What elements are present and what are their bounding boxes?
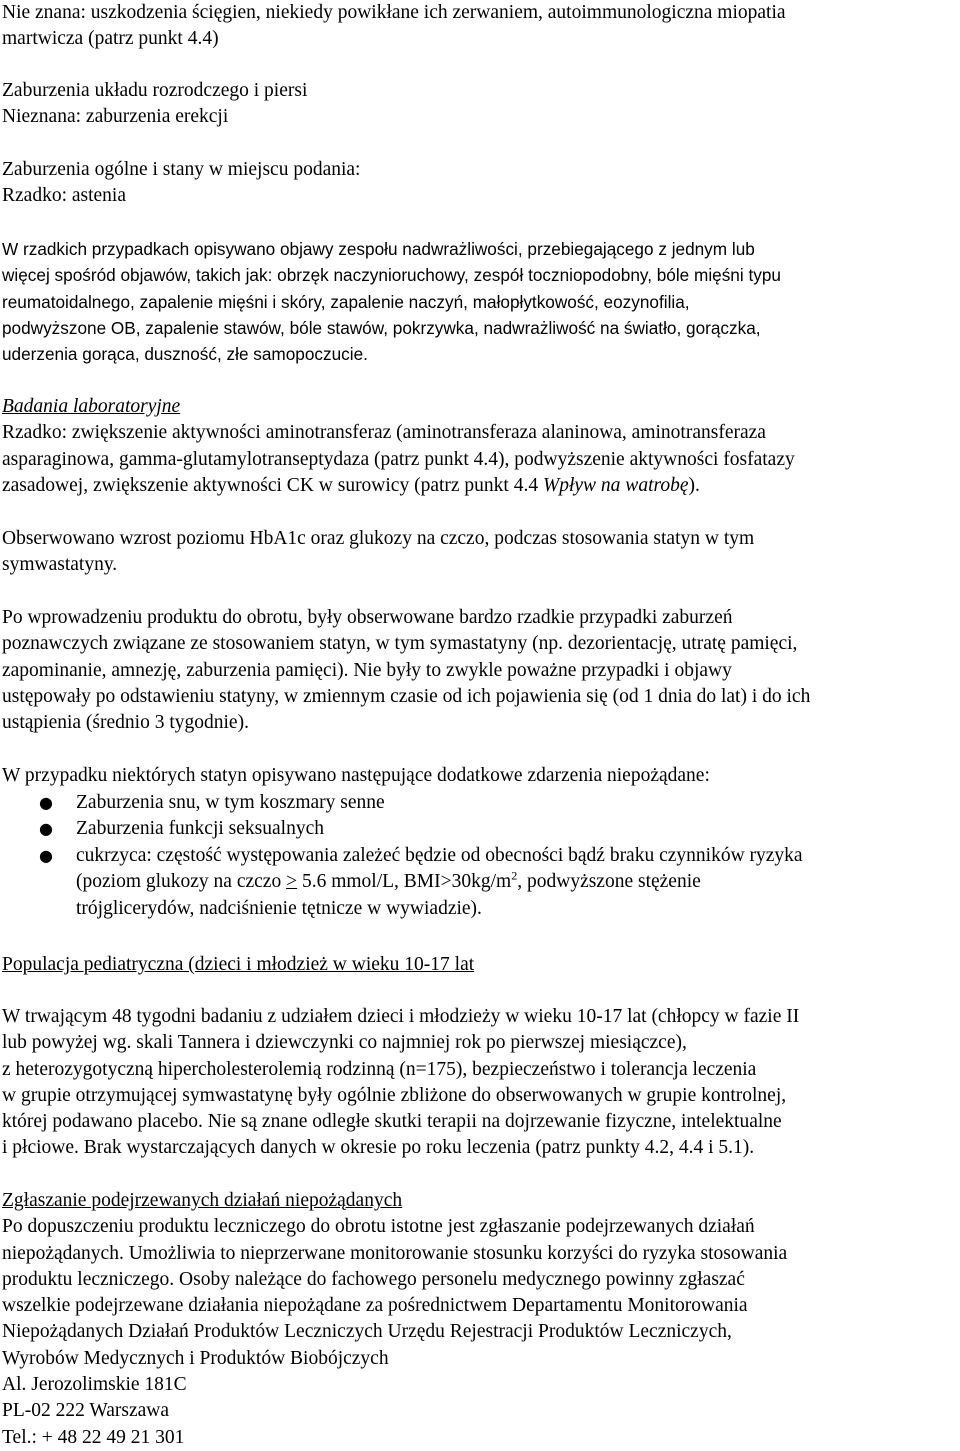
laboratory-section	[2, 394, 952, 499]
text-line: Wyrobów Medycznych i Produktów Biobójczych	[2, 1347, 389, 1369]
list-item-text	[76, 843, 803, 922]
bullet-icon: ●	[39, 793, 53, 812]
bullet-icon: ●	[39, 819, 53, 838]
section-heading: Zgłaszanie podejrzewanych działań niepożądanych	[2, 1190, 403, 1211]
text-line: reumatoidalnego, zapalenie mięśni i skóry, zapalenie naczyń, małopłytkowość, eozynofilia,	[2, 291, 690, 312]
text-line: produktu leczniczego. Osoby należące do fachowego personelu medycznego powinny zgłaszać	[2, 1268, 745, 1290]
text-line: Rzadko: zwiększenie aktywności aminotransferaz (aminotransferaza alaninowa, aminotransferaza	[2, 422, 766, 444]
list-item-text: Zaburzenia snu, w tym koszmary senne	[76, 792, 385, 813]
greater-equal-sign: >	[286, 871, 298, 893]
text-line: Nieznana: zaburzenia erekcji	[2, 106, 229, 128]
section-heading: Populacja pediatryczna (dzieci i młodzież w wieku 10-17 lat	[2, 954, 475, 975]
text-line: poznawczych związane ze stosowaniem statyn, w tym symastatyny (np. dezorientację, utratę pamięci,	[2, 633, 798, 655]
text-line: uderzenia gorąca, duszność, złe samopoczucie.	[2, 344, 368, 365]
reproductive-paragraph	[2, 78, 952, 131]
text-run: zasadowej, zwiększenie aktywności CK w surowicy (patrz punkt 4.4	[2, 474, 543, 496]
hba1c-paragraph	[2, 526, 952, 579]
additional-events-section	[2, 763, 952, 789]
text-line	[2, 473, 952, 499]
pediatric-heading-block	[2, 952, 952, 978]
bullet-icon: ●	[39, 846, 53, 865]
text-line: z heterozygotyczną hipercholesterolemią rodzinną (n=175), bezpieczeństwo i tolerancja leczenia	[2, 1058, 757, 1080]
text-line: martwicza (patrz punkt 4.4)	[2, 28, 219, 50]
text-line: symwastatyny.	[2, 554, 118, 576]
text-line: wszelkie podejrzewane działania niepożądane za pośrednictwem Departamentu Monitorowania	[2, 1295, 748, 1317]
general-disorders-paragraph	[2, 157, 952, 210]
text-line: podwyższone OB, zapalenie stawów, bóle stawów, pokrzywka, nadwrażliwość na światło, gorączka,	[2, 317, 761, 338]
pediatric-paragraph	[2, 1004, 952, 1162]
text-line: i płciowe. Brak wystarczających danych w okresie po roku leczenia (patrz punkty 4.2, 4.4 i 5.1).	[2, 1137, 755, 1159]
musculoskeletal-paragraph	[2, 0, 952, 53]
text-line: lub powyżej wg. skali Tannera i dziewczynki co najmniej rok po pierwszej miesiączce),	[2, 1032, 687, 1054]
text-line: ustąpienia (średnio 3 tygodnie).	[2, 712, 249, 734]
text-line: Obserwowano wzrost poziomu HbA1c oraz glukozy na czczo, podczas stosowania statyn w tym	[2, 528, 755, 549]
cognitive-paragraph	[2, 605, 952, 736]
section-heading: Badania laboratoryjne	[2, 396, 181, 417]
text-line	[76, 869, 803, 895]
text-line: trójglicerydów, nadciśnienie tętnicze w wywiadzie).	[76, 897, 482, 919]
text-line: W trwającym 48 tygodni badaniu z udziałem dzieci i młodzieży w wieku 10-17 lat (chłopcy w fazie II	[2, 1006, 800, 1027]
text-line: niepożądanych. Umożliwia to nieprzerwane monitorowanie stosunku korzyści do ryzyka stosowania	[2, 1242, 788, 1264]
text-line: więcej spośród objawów, takich jak: obrzęk naczynioruchowy, zespół toczniopodobny, bóle mięśni typu	[2, 265, 781, 286]
italic-reference: Wpływ na watrobę	[542, 474, 689, 496]
text-run: 5.6 mmol/L, BMI>30kg/m	[297, 871, 512, 893]
text-line: W rzadkich przypadkach opisywano objawy zespołu nadwrażliwości, przebiegającego z jednym lub	[2, 239, 755, 259]
address-line: Al. Jerozolimskie 181C	[2, 1374, 187, 1396]
text-line: Po dopuszczeniu produktu leczniczego do obrotu istotne jest zgłaszanie podejrzewanych działań	[2, 1216, 755, 1238]
reporting-section	[2, 1188, 952, 1451]
hypersensitivity-paragraph	[2, 236, 952, 367]
text-line: cukrzyca: częstość występowania zależeć będzie od obecności bądź braku czynników ryzyka	[76, 845, 803, 866]
text-run: (poziom glukozy na czczo	[76, 871, 287, 893]
superscript: 2	[511, 868, 518, 883]
phone-line: Tel.: + 48 22 49 21 301	[2, 1426, 185, 1448]
text-line: której podawano placebo. Nie są znane odległe skutki terapii na dojrzewanie fizyczne, intelektualne	[2, 1111, 782, 1133]
text-line: Po wprowadzeniu produktu do obrotu, były obserwowane bardzo rzadkie przypadki zaburzeń	[2, 607, 733, 628]
text-line: ustępowały po odstawieniu statyny, w zmiennym czasie od ich pojawienia się (od 1 dnia do lat) i do ich	[2, 685, 811, 707]
text-line: zapominanie, amnezję, zaburzenia pamięci). Nie były to zwykle poważne przypadki i objawy	[2, 659, 732, 681]
text-line: asparaginowa, gamma-glutamylotranseptydaza (patrz punkt 4.4), podwyższenie aktywności fosfatazy	[2, 448, 795, 470]
text-line: Rzadko: astenia	[2, 185, 126, 207]
text-line: W przypadku niektórych statyn opisywano następujące dodatkowe zdarzenia niepożądane:	[2, 765, 710, 786]
text-run: ).	[688, 474, 700, 496]
section-heading: Zaburzenia ogólne i stany w miejscu podania:	[2, 159, 361, 180]
section-heading: Zaburzenia układu rozrodczego i piersi	[2, 80, 308, 101]
text-line: Niepożądanych Działań Produktów Leczniczych Urzędu Rejestracji Produktów Leczniczych,	[2, 1321, 732, 1343]
list-item-text: Zaburzenia funkcji seksualnych	[76, 818, 324, 839]
text-line: Nie znana: uszkodzenia ścięgien, niekiedy powikłane ich zerwaniem, autoimmunologiczna miopatia	[2, 2, 786, 23]
text-line: w grupie otrzymującej symwastatynę były ogólnie zbliżone do obserwowanych w grupie kontrolnej,	[2, 1084, 787, 1106]
text-run: , podwyższone stężenie	[517, 871, 701, 893]
address-line: PL-02 222 Warszawa	[2, 1400, 170, 1422]
